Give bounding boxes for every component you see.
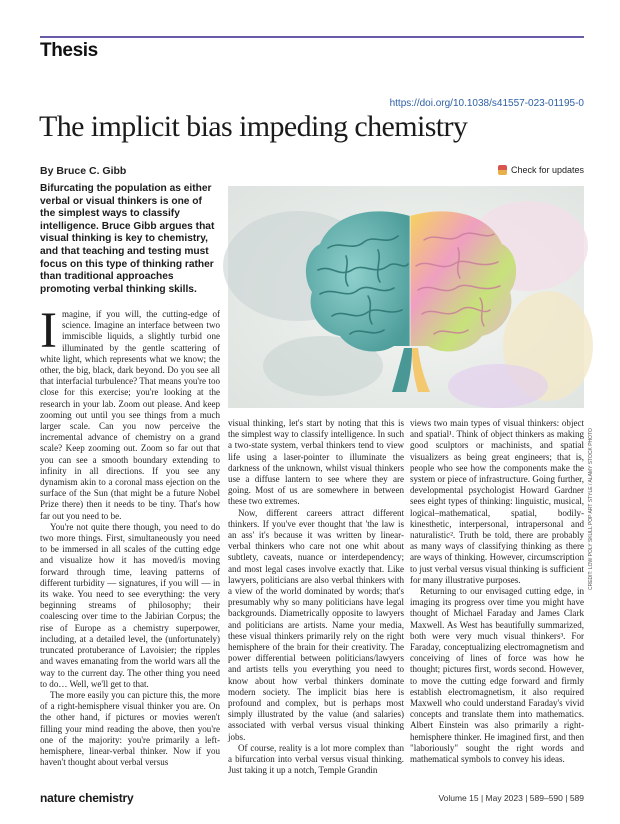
body-column-1 bbox=[40, 303, 220, 768]
article-title: The implicit bias impeding chemistry bbox=[39, 110, 468, 143]
body-column-3 bbox=[410, 418, 584, 765]
update-badge-icon bbox=[498, 165, 507, 175]
section-rule bbox=[40, 36, 584, 38]
drop-cap: I bbox=[40, 303, 57, 359]
section-label: Thesis bbox=[40, 40, 98, 61]
check-for-updates-label: Check for updates bbox=[510, 165, 584, 175]
body-paragraph: visual thinking, let's start by noting that this is the simplest way to classify intelligence. In such a two-state system, verbal thinkers tend to view life using a laser-pointer to illuminate the darkness of the unknown, whilst visual thinkers use a diffuse lantern to see where they are going. Most of us are somewhere in between these two extremes. bbox=[228, 418, 404, 507]
standfirst: Bifurcating the population as either verbal or visual thinkers is one of the simplest ways to classify intelligence. Bruce Gibb argues that visual thinking is key to chemistry, and that teaching and testing must focus on this type of thinking rather than traditional approaches promoting verbal thinking skills. bbox=[40, 183, 215, 295]
body-paragraph: Of course, reality is a lot more complex than a bifurcation into verbal versus visual thinking. Just taking it up a notch, Temple Grandin bbox=[228, 742, 404, 776]
journal-name: nature chemistry bbox=[40, 791, 134, 805]
body-column-2 bbox=[228, 418, 404, 776]
body-paragraph: Returning to our envisaged cutting edge, in imaging its progress over time you might have thought of Michael Faraday and James Clark Maxwell. As West has beautifully summarized, both were very much visual thinkers³. For Faraday, conceptualizing electromagnetism and conceiving of lines of force was how he thought; pictures first, words second. However, to move the cutting edge forward and firmly establish electromagnetism, it also required Maxwell who could understand Faraday's vivid concepts and translate them into mathematics. Albert Einstein was also primarily a right-hemisphere thinker. He imagined first, and then "laboriously" sought the right words and mathematical symbols to convey his ideas. bbox=[410, 586, 584, 765]
doi-link[interactable]: https://doi.org/10.1038/s41557-023-01195-0 bbox=[389, 98, 584, 109]
image-credit: CREDIT: LOW POLY SKULL POP ART STYLE / ALAMY STOCK PHOTO bbox=[588, 428, 594, 590]
body-paragraph: The more easily you can picture this, the more of a right-hemisphere visual thinker you are. On the other hand, if pictures or movies weren't filling your mind reading the above, then you're one of the majority: you're primarily a left-hemisphere, linear-verbal thinker. Now if you haven't thought about verbal versus bbox=[40, 689, 220, 768]
body-paragraph: views two main types of visual thinkers: object and spatial¹. Think of object thinkers as making good sculptors or machinists, and spatial visualizers as being great engineers; that is, people who see how the components make the system or piece of infrastructure. Going further, developmental psychologist Howard Gardner sees eight types of thinking: linguistic, musical, logical–mathematical, spatial, bodily-kinesthetic, interpersonal, intrapersonal and naturalistic². Truth be told, there are probably as many ways of classifying thinking as there are ways of thinking. However, circumscription to just verbal versus visual thinking is sufficient for many illustrative purposes. bbox=[410, 418, 584, 585]
body-paragraph: Now, different careers attract different thinkers. If you've ever thought that 'the law is an ass' it's because it was written by linear-verbal thinkers who care not one whit about subtlety, caveats, nuance or interdependency; and most legal cases involve exactly that. Like lawyers, politicians are also verbal thinkers with a view of the world dominated by words; that's presumably why so many politicians have legal backgrounds. Diametrically opposite to lawyers and politicians are artists. Name your media, these visual thinkers primarily rely on the right hemisphere of the brain for their creativity. The power differential between politicians/lawyers and artists tells you everything you need to know about how verbal thinkers dominate modern society. The implicit bias here is profound and complex, but is perhaps most simply illustrated by the value (and salaries) associated with verbal versus visual thinking jobs. bbox=[228, 507, 404, 742]
body-paragraph: You're not quite there though, you need to do two more things. First, simultaneously you need to be immersed in all scales of the cutting edge and visualize how it has moved/is moving forward through time, leaving patterns of different turbidity — signatures, if you will — in its wake. You need to see everything: the very beginning streams of philosophy; their coalescing over time to the Jabirian Corpus; the rise of Europe as a chemistry superpower, including, at a detailed level, the (unfortunately) truncated protuberance of Lavoisier; the ripples and waves emanating from the world wars all the way to the current day. The other thing you need to do… Well, we'll get to that. bbox=[40, 521, 220, 689]
byline: By Bruce C. Gibb bbox=[40, 165, 127, 177]
issue-info: Volume 15 | May 2023 | 589–590 | 589 bbox=[438, 793, 584, 803]
check-for-updates-button[interactable] bbox=[498, 165, 584, 175]
brain-illustration bbox=[228, 186, 584, 408]
body-paragraph: Imagine, if you will, the cutting-edge of science. Imagine an interface between two immiscible liquids, a slightly turbid one illuminated by the gentle scattering of white light, which represents what we know; the other, the big, black, dark beyond. Do you see all that interfacial turbulence? That means you're too close for this exercise; you're looking at the research in your lab. Zoom out please. And keep zooming out until you see things from a much larger scale. Can you now perceive the incremental advance of chemistry on a grand scale? Keep zooming out. Zoom so far out that you can see a smooth boundary extending to infinity in all directions. If you see any dynamism akin to a coronal mass ejection on the surface of the Sun (that might be a future Nobel Prize there) then it needs to be tiny. That's how far out you need to be. bbox=[40, 303, 220, 521]
